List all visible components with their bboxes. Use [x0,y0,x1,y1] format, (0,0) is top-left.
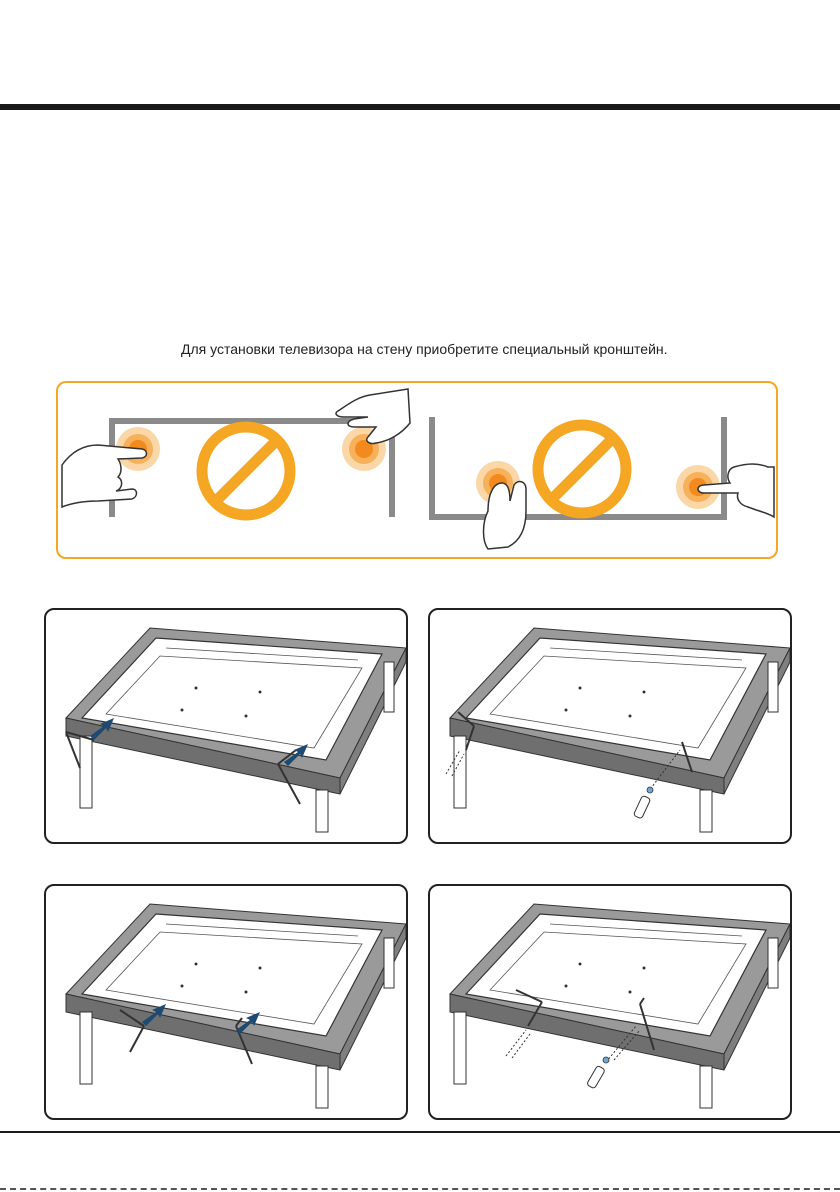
step-attach-stand-left [44,608,408,844]
step-screw-stand-right [428,884,792,1120]
handling-warning-box [56,381,778,559]
hand-icon [62,445,147,507]
footer-rule [0,1131,840,1133]
step-attach-stand-right [44,884,408,1120]
screwdriver-icon [587,1057,609,1089]
wall-mount-caption: Для установки телевизора на стену приобретите специальный кронштейн. [181,341,668,357]
screwdriver-icon [633,787,653,819]
header-rule [0,104,840,110]
prohibited-icon [202,427,290,515]
page-cut-line [0,1188,840,1190]
step-screw-stand-left [428,608,792,844]
prohibited-icon [538,425,626,513]
